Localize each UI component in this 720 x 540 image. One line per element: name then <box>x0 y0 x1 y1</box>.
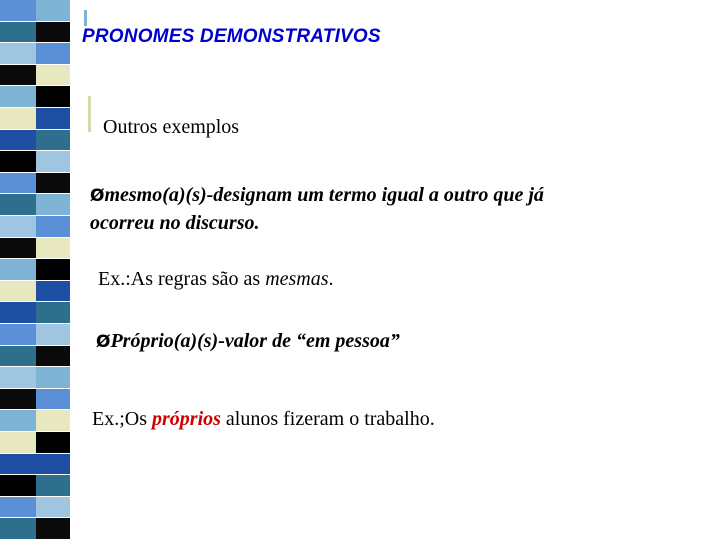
example-proprios-suffix: alunos fizeram o trabalho. <box>220 408 435 430</box>
stripe-segment <box>36 194 70 215</box>
stripe-segment <box>0 108 36 129</box>
arrow-bullet-icon: Ø <box>96 332 111 352</box>
stripe-segment <box>36 389 70 410</box>
stripe-segment <box>0 324 36 345</box>
bullet-mesmo-line2 <box>90 212 259 235</box>
stripe-segment <box>36 65 70 86</box>
slide-subtitle: Outros exemplos <box>103 116 240 138</box>
stripe-segment <box>36 108 70 129</box>
stripe-segment <box>36 367 70 388</box>
stripe-segment <box>0 497 36 518</box>
stripe-column-left <box>0 0 36 540</box>
bullet-mesmo-line1 <box>90 184 544 207</box>
example-mesmas-highlight: mesmas <box>265 268 329 290</box>
stripe-segment <box>36 518 70 539</box>
stripe-segment <box>0 259 36 280</box>
stripe-segment <box>0 194 36 215</box>
stripe-segment <box>36 173 70 194</box>
example-proprios-prefix: Ex.;Os <box>92 408 152 430</box>
stripe-segment <box>0 367 36 388</box>
stripe-segment <box>36 302 70 323</box>
arrow-bullet-icon: Ø <box>90 186 105 206</box>
stripe-segment <box>36 259 70 280</box>
example-mesmas-prefix: Ex.:As regras são as <box>98 268 266 290</box>
stripe-segment <box>36 324 70 345</box>
slide-title: PRONOMES DEMONSTRATIVOS <box>82 26 381 47</box>
stripe-segment <box>36 410 70 431</box>
subtitle-accent-bar <box>88 96 91 132</box>
stripe-segment <box>36 43 70 64</box>
stripe-segment <box>0 43 36 64</box>
stripe-segment <box>36 130 70 151</box>
stripe-segment <box>36 216 70 237</box>
stripe-segment <box>36 151 70 172</box>
stripe-segment <box>0 454 36 475</box>
stripe-segment <box>36 346 70 367</box>
stripe-segment <box>36 497 70 518</box>
stripe-segment <box>0 173 36 194</box>
bullet-proprio <box>96 330 400 353</box>
stripe-segment <box>36 475 70 496</box>
stripe-segment <box>36 432 70 453</box>
stripe-segment <box>0 65 36 86</box>
stripe-segment <box>0 389 36 410</box>
bullet-proprio-text: Próprio(a)(s)-valor de “em pessoa” <box>110 330 400 352</box>
example-proprios-highlight: próprios <box>152 408 221 430</box>
stripe-segment <box>36 86 70 107</box>
stripe-segment <box>36 22 70 43</box>
stripe-segment <box>0 281 36 302</box>
stripe-segment <box>0 216 36 237</box>
stripe-segment <box>0 346 36 367</box>
stripe-segment <box>0 238 36 259</box>
stripe-segment <box>0 130 36 151</box>
example-mesmas <box>98 268 334 291</box>
stripe-segment <box>0 302 36 323</box>
stripe-segment <box>0 86 36 107</box>
stripe-column-right <box>36 0 70 540</box>
stripe-segment <box>36 0 70 21</box>
stripe-segment <box>36 454 70 475</box>
title-accent-bar <box>84 10 87 26</box>
bullet-mesmo-text: mesmo(a)(s)-designam um termo igual a outro que já <box>104 184 544 206</box>
decorative-stripe-sidebar <box>0 0 72 540</box>
stripe-segment <box>0 22 36 43</box>
example-mesmas-suffix: . <box>328 268 334 290</box>
stripe-segment <box>0 410 36 431</box>
stripe-segment <box>0 0 36 21</box>
bullet-mesmo-text-continued: ocorreu no discurso. <box>90 212 260 234</box>
stripe-segment <box>0 518 36 539</box>
stripe-segment <box>0 432 36 453</box>
stripe-segment <box>0 151 36 172</box>
stripe-segment <box>36 281 70 302</box>
stripe-segment <box>0 475 36 496</box>
example-proprios <box>92 408 435 431</box>
stripe-segment <box>36 238 70 259</box>
